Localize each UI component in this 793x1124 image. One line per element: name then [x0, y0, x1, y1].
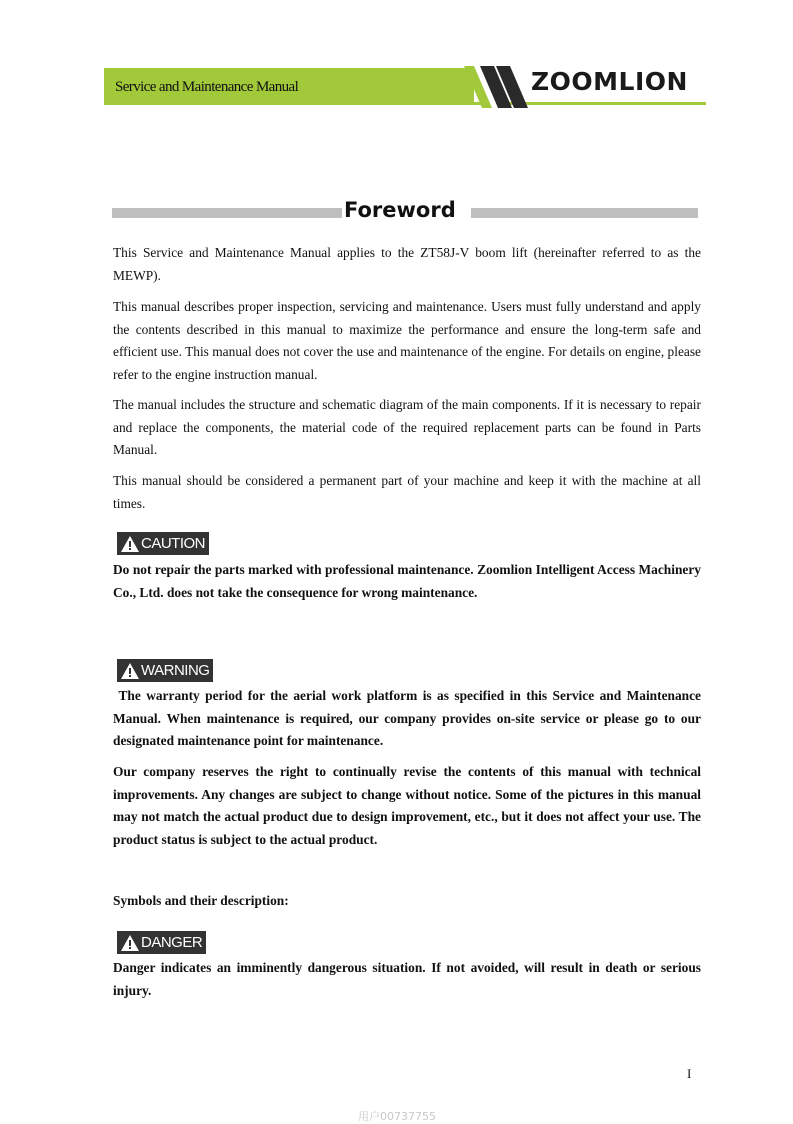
warning-text-revisions: Our company reserves the right to continually revise the contents of this manual with technical improvements. Any changes are subject to change without notice. Some of the pictures in this manual may not match the actual product due to design improvement, etc., but it does not affect your use. The product status is subject to the actual product.	[113, 764, 701, 848]
watermark-user-id: 用户00737755	[358, 1110, 436, 1123]
caution-badge	[117, 532, 209, 555]
danger-badge	[117, 931, 206, 954]
warning-triangle-icon	[120, 662, 140, 680]
caution-label: CAUTION	[141, 535, 205, 552]
warning-text-warranty: The warranty period for the aerial work platform is as specified in this Service and Maintenance Manual. When maintenance is required, our company provides on-site service or please go to our designated maintenance point for maintenance.	[113, 688, 705, 749]
document-title: Service and Maintenance Manual	[115, 79, 299, 95]
warning-triangle-icon	[120, 934, 140, 952]
section-heading: Foreword	[344, 198, 456, 222]
paragraph-components: The manual includes the structure and schematic diagram of the main components. If it is necessary to repair and replace the components, the material code of the required replacement parts can be found in Parts Manual.	[113, 397, 701, 458]
warning-label: WARNING	[141, 662, 210, 679]
caution-text: Do not repair the parts marked with professional maintenance. Zoomlion Intelligent Access Machinery Co., Ltd. does not take the consequence for wrong maintenance.	[113, 562, 701, 600]
heading-rule-left	[112, 208, 342, 218]
brand-wordmark: ZOOMLION	[531, 67, 688, 96]
warning-triangle-icon	[120, 535, 140, 553]
paragraph-scope: This manual describes proper inspection, servicing and maintenance. Users must fully understand and apply the contents described in this manual to maximize the performance and ensure the long-term safe and efficient use. This manual does not cover the use and maintenance of the engine. For details on engine, please refer to the engine instruction manual.	[113, 299, 701, 383]
warning-badge	[117, 659, 213, 682]
page-number: I	[687, 1066, 692, 1081]
heading-rule-right	[471, 208, 698, 218]
symbols-heading: Symbols and their description:	[113, 893, 289, 908]
paragraph-permanent: This manual should be considered a permanent part of your machine and keep it with the machine at all times.	[113, 473, 701, 511]
danger-text: Danger indicates an imminently dangerous situation. If not avoided, will result in death or serious injury.	[113, 960, 701, 998]
paragraph-intro: This Service and Maintenance Manual applies to the ZT58J-V boom lift (hereinafter referred to as the MEWP).	[113, 245, 701, 283]
danger-label: DANGER	[141, 934, 203, 951]
